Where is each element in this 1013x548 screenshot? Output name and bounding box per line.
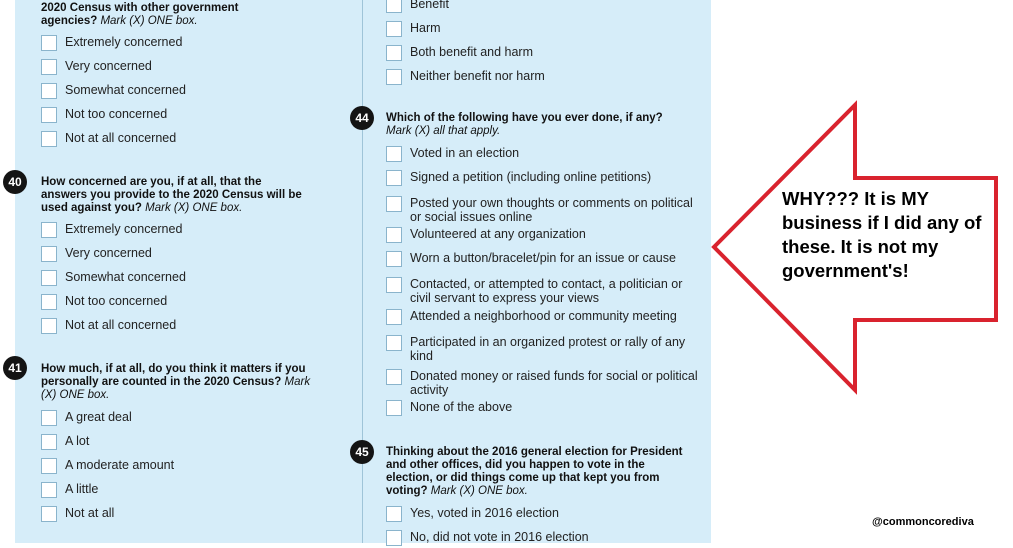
checkbox[interactable] [386, 69, 402, 85]
checkbox[interactable] [41, 222, 57, 238]
checkbox[interactable] [41, 59, 57, 75]
q45-text: Thinking about the 2016 general election for President and other offices, did you happen to vote in the election, or did things come up that kept you from voting? Mark (X) ONE box. [386, 446, 683, 497]
checkbox[interactable] [386, 530, 402, 546]
watermark-credit: @commoncorediva [872, 516, 974, 528]
checkbox[interactable] [386, 196, 402, 212]
checkbox[interactable] [41, 318, 57, 334]
checkbox[interactable] [386, 506, 402, 522]
checkbox[interactable] [41, 506, 57, 522]
checkbox[interactable] [386, 335, 402, 351]
checkbox[interactable] [386, 170, 402, 186]
checkbox[interactable] [386, 251, 402, 267]
checkbox[interactable] [386, 146, 402, 162]
checkbox[interactable] [41, 83, 57, 99]
checkbox[interactable] [386, 309, 402, 325]
checkbox[interactable] [386, 400, 402, 416]
checkbox[interactable] [386, 21, 402, 37]
checkbox[interactable] [41, 270, 57, 286]
q39-text: 2020 Census with other government agencies? Mark (X) ONE box. [41, 2, 239, 27]
q45-number-badge: 45 [350, 440, 374, 464]
checkbox[interactable] [41, 482, 57, 498]
q41-number-badge: 41 [3, 356, 27, 380]
q40-number-badge: 40 [3, 170, 27, 194]
checkbox[interactable] [41, 35, 57, 51]
q41-text: How much, if at all, do you think it matters if you personally are counted in the 2020 Census? Mark (X) ONE box. [41, 363, 311, 401]
checkbox[interactable] [41, 458, 57, 474]
checkbox[interactable] [41, 294, 57, 310]
q44-number-badge: 44 [350, 106, 374, 130]
checkbox[interactable] [386, 369, 402, 385]
checkbox[interactable] [386, 45, 402, 61]
q40-text: How concerned are you, if at all, that the answers you provide to the 2020 Census will be used against you? Mark (X) ONE box. [41, 176, 302, 214]
checkbox[interactable] [386, 227, 402, 243]
checkbox[interactable] [41, 246, 57, 262]
checkbox[interactable] [386, 277, 402, 293]
checkbox[interactable] [41, 131, 57, 147]
q44-text: Which of the following have you ever done, if any? Mark (X) all that apply. [386, 112, 663, 137]
checkbox[interactable] [386, 0, 402, 13]
checkbox[interactable] [41, 410, 57, 426]
checkbox[interactable] [41, 434, 57, 450]
checkbox[interactable] [41, 107, 57, 123]
annotation-text: WHY??? It is MY business if I did any of these. It is not my government's! [782, 188, 982, 281]
